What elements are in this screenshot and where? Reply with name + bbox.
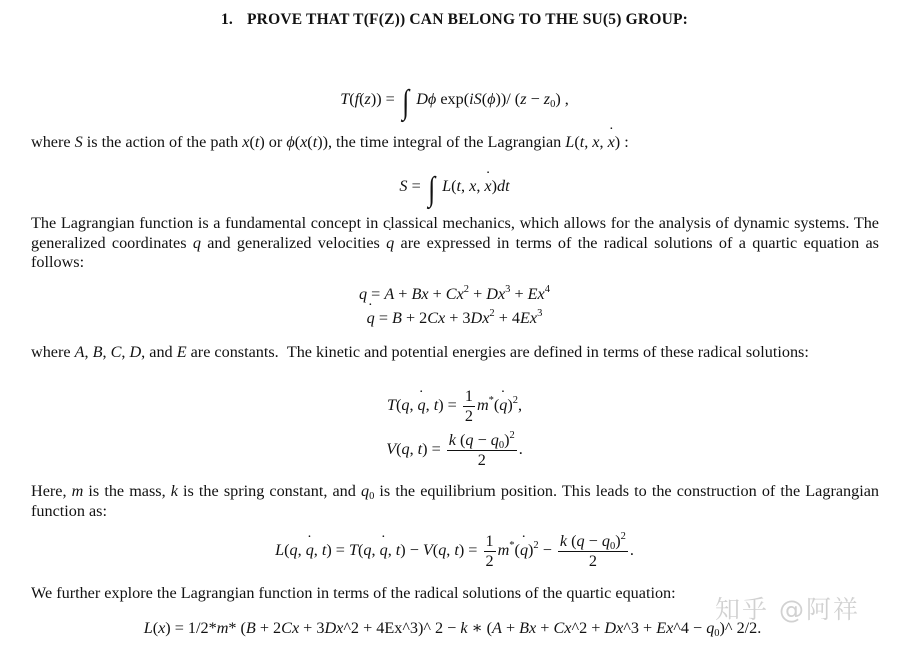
equation-potential-energy: V(q, t) = $\frac{k (q - q_0)^2}{2}$ .: [386, 430, 523, 469]
paragraph-further-explore: We further explore the Lagrangian function in terms of the radical solutions of the quartic equation:: [31, 584, 676, 602]
equation-path-integral: T(f(z)) = ∫ Dϕ exp(iS(ϕ))/ $(z - z_0)$ ,: [340, 84, 569, 121]
equation-action: S = ∫ L(t, x, ˙ x)dt: [0, 171, 909, 209]
equation-q-dot: ˙ $q = B + 2Cx + 3Dx^2 + 4Ex^3$: [0, 309, 909, 328]
section-heading: [0, 11, 909, 29]
equation-lagrangian: L(q, ˙ q, t) = T(q, ˙ q, t) − V(q, t) = $\frac{1}{2}$ m*(˙ q)$^2$ − $\frac{k (q - q_0)^2}{2}$ .: [0, 532, 909, 571]
zhihu-watermark: 知乎 @阿祥: [715, 595, 860, 624]
section-title: PROVE THAT T(F(Z)) CAN BELONG TO THE SU(5) GROUP:: [247, 11, 689, 28]
equation-lagrangian-x: L(x) = 1/2*m* (B + 2Cx + 3Dx^2 + 4Ex^3)^ 2 − k ∗ (A + Bx + Cx^2 + Dx^3 + Ex^4 − $q_0)\^{}$ 2/2.: [143, 619, 762, 639]
paragraph-lagrangian-intro: The Lagrangian function is a fundamental concept in classical mechanics, which allows for the analysis of dynamic systems. The generalized coordinates q and generalized velocities ˙ q are expressed in terms of the radical solutions of a quartic equation as follows:: [31, 214, 879, 273]
section-number: 1.: [220, 11, 234, 28]
integral-sign: ∫: [427, 171, 435, 208]
paragraph-mass-spring: Here, m is the mass, k is the spring constant, and $q_0$ is the equilibrium position. This leads to the construction of the Lagrangian function as:: [31, 482, 880, 520]
equation-kinetic-energy: T(q, ˙ q, t) = $\frac{1}{2}$ m*(˙ q)$^2$,: [0, 387, 909, 426]
integral-sign: ∫: [401, 84, 409, 121]
equation-q: $q = A + Bx + Cx^2 + Dx^3 + Ex^4$: [359, 284, 550, 303]
paragraph-constants: where A, B, C, D, and E are constants. The kinetic and potential energies are defined in terms of these radical solutions:: [31, 343, 809, 361]
paragraph-action-definition: where S is the action of the path x(t) or ϕ(x(t)), the time integral of the Lagrangian L(t, x, ˙ x) :: [31, 133, 879, 153]
